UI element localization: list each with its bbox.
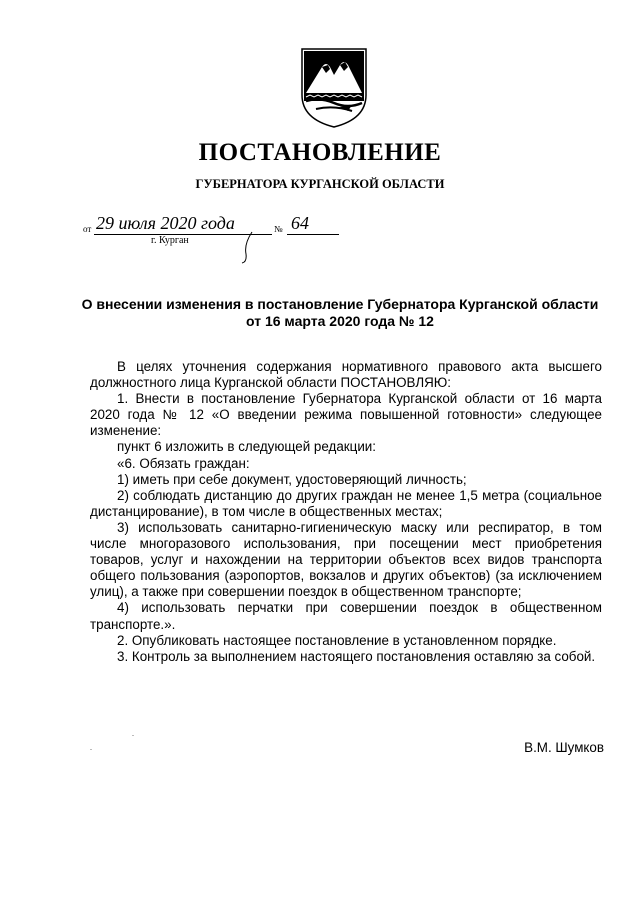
handwritten-stroke <box>238 230 260 264</box>
paragraph-item-2: 2. Опубликовать настоящее постановление в установленном порядке. <box>117 632 557 648</box>
paragraph-item-3: 3. Контроль за выполнением настоящего постановления оставляю за собой. <box>117 648 596 664</box>
number-label: № <box>274 224 283 234</box>
document-body <box>90 359 602 665</box>
document-heading <box>60 296 620 330</box>
paragraph-subitem-1: 1) иметь при себе документ, удостоверяющий личность; <box>117 471 467 487</box>
paragraph-subitem-3: 3) использовать санитарно-гигиеническую маску или респиратор, в том числе многоразового использования, при посещении мест приобретения товаров, услуг и нахождении на территории объектов всех видов транспорта общего пользования (аэропортов, вокзалов и других объектов) (за исключением улиц), а также при совершении поездок в общественном транспорте; <box>90 519 602 600</box>
coat-of-arms-icon <box>300 47 368 129</box>
scan-speck <box>90 749 92 750</box>
handwritten-date: 29 июля 2020 года <box>96 213 235 233</box>
paragraph-item-1: 1. Внести в постановление Губернатора Курганской области от 16 марта 2020 года № 12 «О введении режима повышенной готовности» следующее изменение: <box>90 391 602 439</box>
paragraph-point-6: «6. Обязать граждан: <box>117 455 250 471</box>
document-heading-line2: от 16 марта 2020 года № 12 <box>246 313 434 329</box>
issuer-subtitle: ГУБЕРНАТОРА КУРГАНСКОЙ ОБЛАСТИ <box>195 177 445 191</box>
handwritten-number: 64 <box>291 213 309 233</box>
from-label: от <box>83 224 92 234</box>
signature-name: В.М. Шумков <box>524 740 604 755</box>
city-label: г. Курган <box>151 235 189 246</box>
date-number-line <box>83 213 383 266</box>
number-underline <box>287 234 339 235</box>
document-type-title: ПОСТАНОВЛЕНИЕ <box>198 139 442 166</box>
scan-speck <box>132 735 134 736</box>
document-heading-line1: О внесении изменения в постановление Губернатора Курганской области <box>81 296 599 312</box>
paragraph-preamble: В целях уточнения содержания нормативного правового акта высшего должностного лица Курганской области ПОСТАНОВЛЯЮ: <box>90 359 602 391</box>
paragraph-amendment-intro: пункт 6 изложить в следующей редакции: <box>117 439 376 455</box>
paragraph-subitem-4: 4) использовать перчатки при совершении поездок в общественном транспорте.». <box>90 600 602 632</box>
paragraph-subitem-2: 2) соблюдать дистанцию до других граждан не менее 1,5 метра (социальное дистанцирование), в том числе в общественных местах; <box>90 487 602 519</box>
